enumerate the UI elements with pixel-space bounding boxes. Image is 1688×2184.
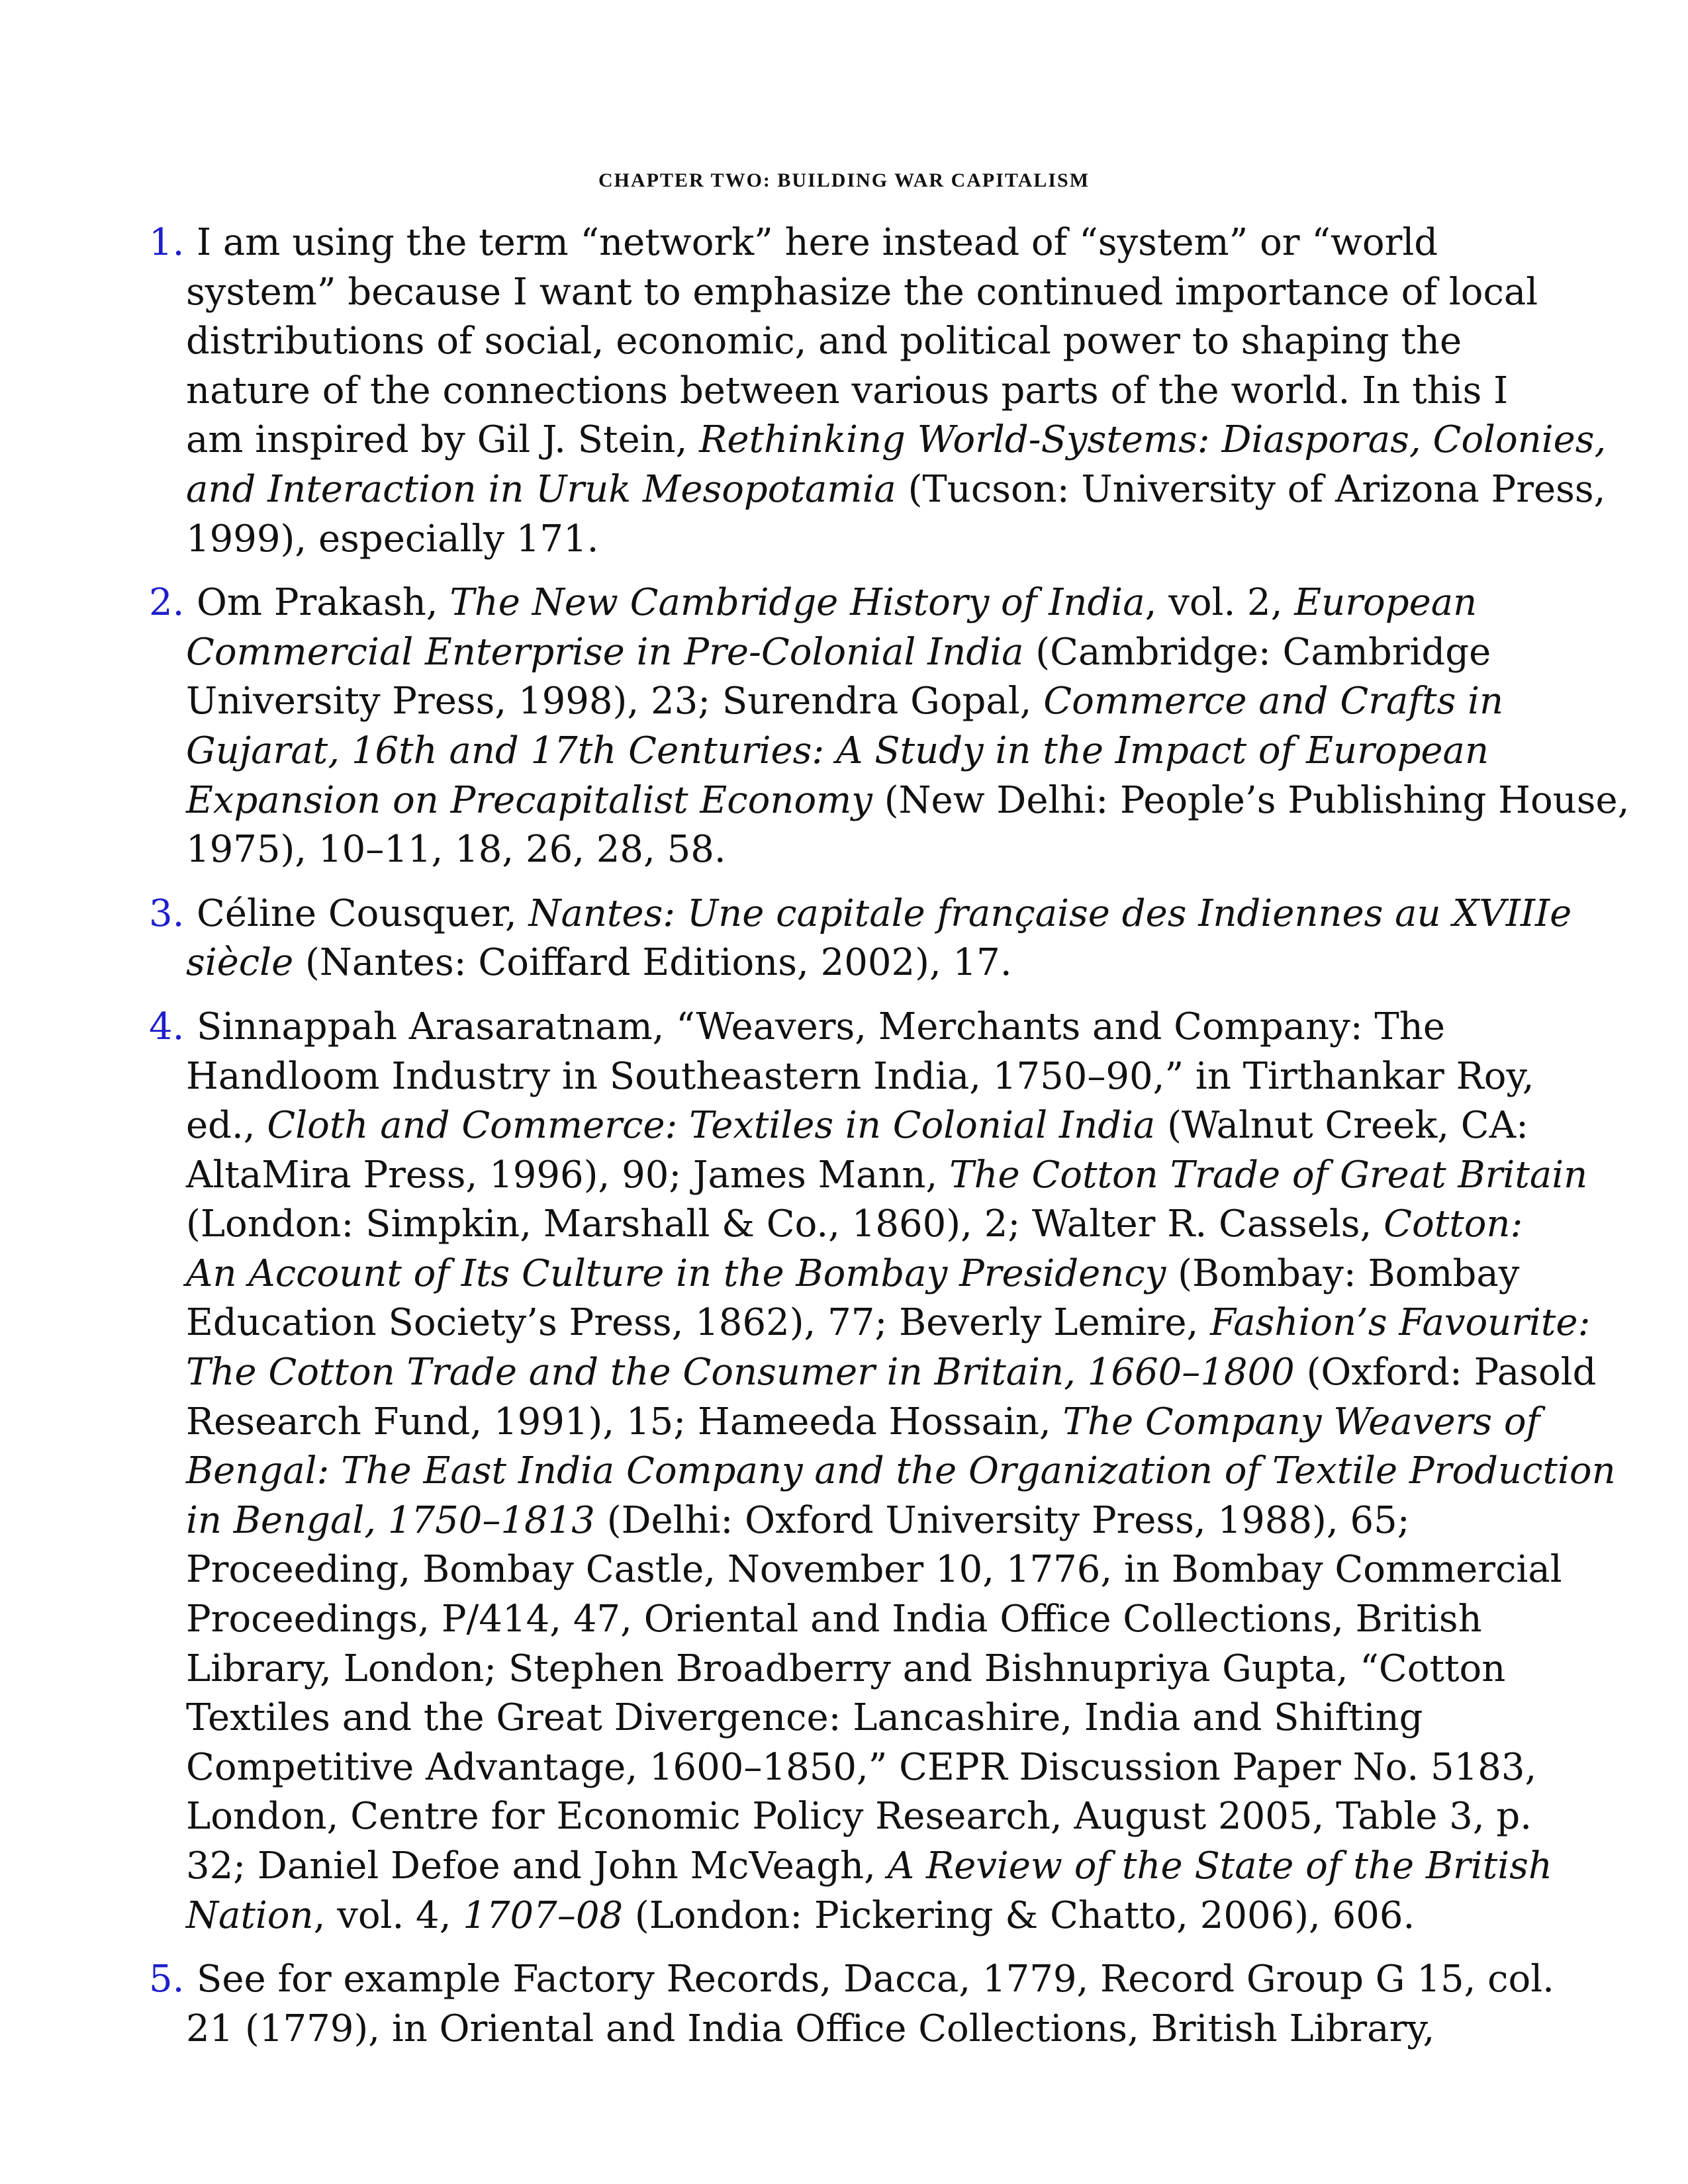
endnote-line	[186, 268, 1559, 318]
endnote-line	[186, 578, 1559, 628]
endnote-line	[186, 1398, 1559, 1447]
note-text: (New Delhi: People’s Publishing House,	[872, 778, 1630, 822]
endnote-line	[186, 1101, 1559, 1151]
note-text: Sinnappah Arasaratnam, “Weavers, Merchants and Company: The	[197, 1005, 1445, 1048]
note-text: nature of the connections between various parts of the world. In this I	[186, 369, 1509, 412]
endnote-item	[149, 218, 1607, 564]
note-text: 1999), especially 171.	[186, 517, 599, 561]
endnotes-list	[149, 218, 1630, 2068]
italic-title-text: The Cotton Trade and the Consumer in Britain, 1660–1800	[186, 1351, 1295, 1394]
note-text: , vol. 4,	[313, 1893, 463, 1937]
endnote-line	[186, 825, 1559, 875]
note-text: I am using the term “network” here instead of “system” or “world	[197, 221, 1438, 264]
endnote-line	[186, 465, 1606, 515]
italic-title-text: Cotton:	[1383, 1203, 1523, 1246]
endnote-line	[186, 218, 1559, 268]
endnote-line	[186, 1496, 1559, 1546]
italic-title-text: Fashion’s Favourite:	[1210, 1301, 1591, 1345]
endnote-line	[186, 1694, 1559, 1743]
italic-title-text: siècle	[186, 941, 294, 985]
endnote-line	[186, 1348, 1597, 1398]
endnote-line	[186, 1842, 1559, 1891]
note-text: , vol. 2,	[1145, 581, 1295, 625]
italic-title-text: Nantes: Une capitale française des Indiennes au XVIIIe	[528, 891, 1572, 935]
italic-title-text: The Company Weavers of	[1062, 1400, 1540, 1443]
note-text: Library, London; Stephen Broadberry and Bishnupriya Gupta, “Cotton	[186, 1647, 1506, 1690]
endnote-line	[186, 1595, 1559, 1645]
endnote-line	[186, 938, 1559, 988]
note-text: (Nantes: Coiffard Editions, 2002), 17.	[293, 941, 1012, 985]
endnote-line	[186, 1052, 1559, 1102]
endnote-number-link[interactable]: 4.	[149, 1005, 185, 1048]
note-text: (Bombay: Bombay	[1166, 1251, 1520, 1295]
endnote-line	[186, 1955, 1559, 2005]
note-text: (Tucson: University of Arizona Press,	[896, 467, 1606, 511]
note-text: 21 (1779), in Oriental and India Office Collections, British Library,	[186, 2007, 1435, 2050]
note-text: (Cambridge: Cambridge	[1023, 630, 1491, 674]
endnote-item	[149, 1003, 1616, 1940]
endnote-line	[186, 1545, 1562, 1595]
note-text: Competitive Advantage, 1600–1850,” CEPR Discussion Paper No. 5183,	[186, 1745, 1537, 1789]
note-text: Céline Cousquer,	[197, 891, 529, 935]
note-text: am inspired by Gil J. Stein,	[186, 418, 700, 462]
note-text: 1975), 10–11, 18, 26, 28, 58.	[186, 828, 726, 872]
note-text: (Delhi: Oxford University Press, 1988), 65;	[594, 1498, 1410, 1542]
endnote-line	[186, 1151, 1588, 1201]
italic-title-text: The New Cambridge History of India	[449, 581, 1145, 625]
endnote-line	[186, 776, 1630, 826]
endnote-number-link[interactable]: 5.	[149, 1958, 185, 2001]
note-text: Proceeding, Bombay Castle, November 10, 1776, in Bombay Commercial	[186, 1548, 1562, 1592]
note-text: system” because I want to emphasize the continued importance of local	[186, 270, 1538, 314]
italic-title-text: Gujarat, 16th and 17th Centuries: A Study in the Impact of European	[186, 729, 1489, 772]
endnote-line	[186, 1298, 1591, 1348]
note-text: Education Society’s Press, 1862), 77; Beverly Lemire,	[186, 1301, 1211, 1345]
note-text: Om Prakash,	[197, 581, 450, 625]
endnote-line	[186, 317, 1559, 367]
endnote-number-link[interactable]: 1.	[149, 221, 185, 264]
endnote-item	[149, 578, 1630, 875]
italic-title-text: European	[1294, 581, 1477, 625]
endnote-item	[149, 1955, 1559, 2054]
endnote-line	[186, 1743, 1559, 1793]
note-text: ed.,	[186, 1104, 267, 1148]
italic-title-text: Commercial Enterprise in Pre-Colonial India	[186, 630, 1024, 674]
italic-title-text: Bengal: The East India Company and the Organization of Textile Production	[186, 1449, 1616, 1493]
endnote-number-link[interactable]: 3.	[149, 891, 185, 935]
running-head: CHAPTER TWO: BUILDING WAR CAPITALISM	[598, 169, 1090, 191]
note-text: AltaMira Press, 1996), 90; James Mann,	[186, 1153, 950, 1197]
italic-title-text: Cloth and Commerce: Textiles in Colonial India	[267, 1104, 1156, 1148]
endnote-line	[186, 889, 1572, 939]
note-text: Proceedings, P/414, 47, Oriental and India Office Collections, British	[186, 1598, 1482, 1641]
note-text: Handloom Industry in Southeastern India, 1750–90,” in Tirthankar Roy,	[186, 1054, 1534, 1098]
endnote-line	[186, 1447, 1616, 1496]
note-text: University Press, 1998), 23; Surendra Gopal,	[186, 680, 1044, 723]
note-text: See for example Factory Records, Dacca, 1779, Record Group G 15, col.	[197, 1958, 1554, 2001]
italic-title-text: Nation	[186, 1893, 314, 1937]
endnote-line	[186, 416, 1607, 465]
endnote-line	[186, 1250, 1559, 1299]
note-text: (London: Pickering & Chatto, 2006), 606.	[623, 1893, 1415, 1937]
italic-title-text: An Account of Its Culture in the Bombay Presidency	[186, 1251, 1166, 1295]
endnote-line	[186, 677, 1559, 727]
note-text: distributions of social, economic, and political power to shaping the	[186, 320, 1462, 363]
endnote-line	[186, 367, 1559, 416]
note-text: London, Centre for Economic Policy Research, August 2005, Table 3, p.	[186, 1795, 1532, 1839]
endnote-line	[186, 1645, 1559, 1694]
endnote-number-link[interactable]: 2.	[149, 581, 185, 625]
endnote-line	[186, 628, 1559, 678]
italic-title-text: Expansion on Precapitalist Economy	[186, 778, 872, 822]
italic-title-text: in Bengal, 1750–1813	[186, 1498, 595, 1542]
note-text: (London: Simpkin, Marshall & Co., 1860), 2; Walter R. Cassels,	[186, 1203, 1384, 1246]
italic-title-text: The Cotton Trade of Great Britain	[949, 1153, 1588, 1197]
note-text: (Oxford: Pasold	[1294, 1351, 1597, 1394]
italic-title-text: 1707–08	[463, 1893, 624, 1937]
note-text: 32; Daniel Defoe and John McVeagh,	[186, 1844, 888, 1888]
endnote-line	[186, 2005, 1559, 2054]
endnote-item	[149, 889, 1572, 988]
endnote-line	[186, 515, 1559, 565]
endnote-line	[186, 1891, 1559, 1941]
italic-title-text: Commerce and Crafts in	[1043, 680, 1504, 723]
italic-title-text: Rethinking World-Systems: Diasporas, Colonies,	[699, 418, 1607, 462]
endnote-line	[186, 1200, 1559, 1250]
endnote-line	[186, 1003, 1559, 1052]
note-text: Research Fund, 1991), 15; Hameeda Hossain,	[186, 1400, 1063, 1443]
note-text: Textiles and the Great Divergence: Lancashire, India and Shifting	[186, 1696, 1423, 1740]
endnote-line	[186, 727, 1559, 776]
note-text: (Walnut Creek, CA:	[1155, 1104, 1528, 1148]
endnote-line	[186, 1792, 1559, 1842]
italic-title-text: and Interaction in Uruk Mesopotamia	[186, 467, 896, 511]
italic-title-text: A Review of the State of the British	[887, 1844, 1552, 1888]
